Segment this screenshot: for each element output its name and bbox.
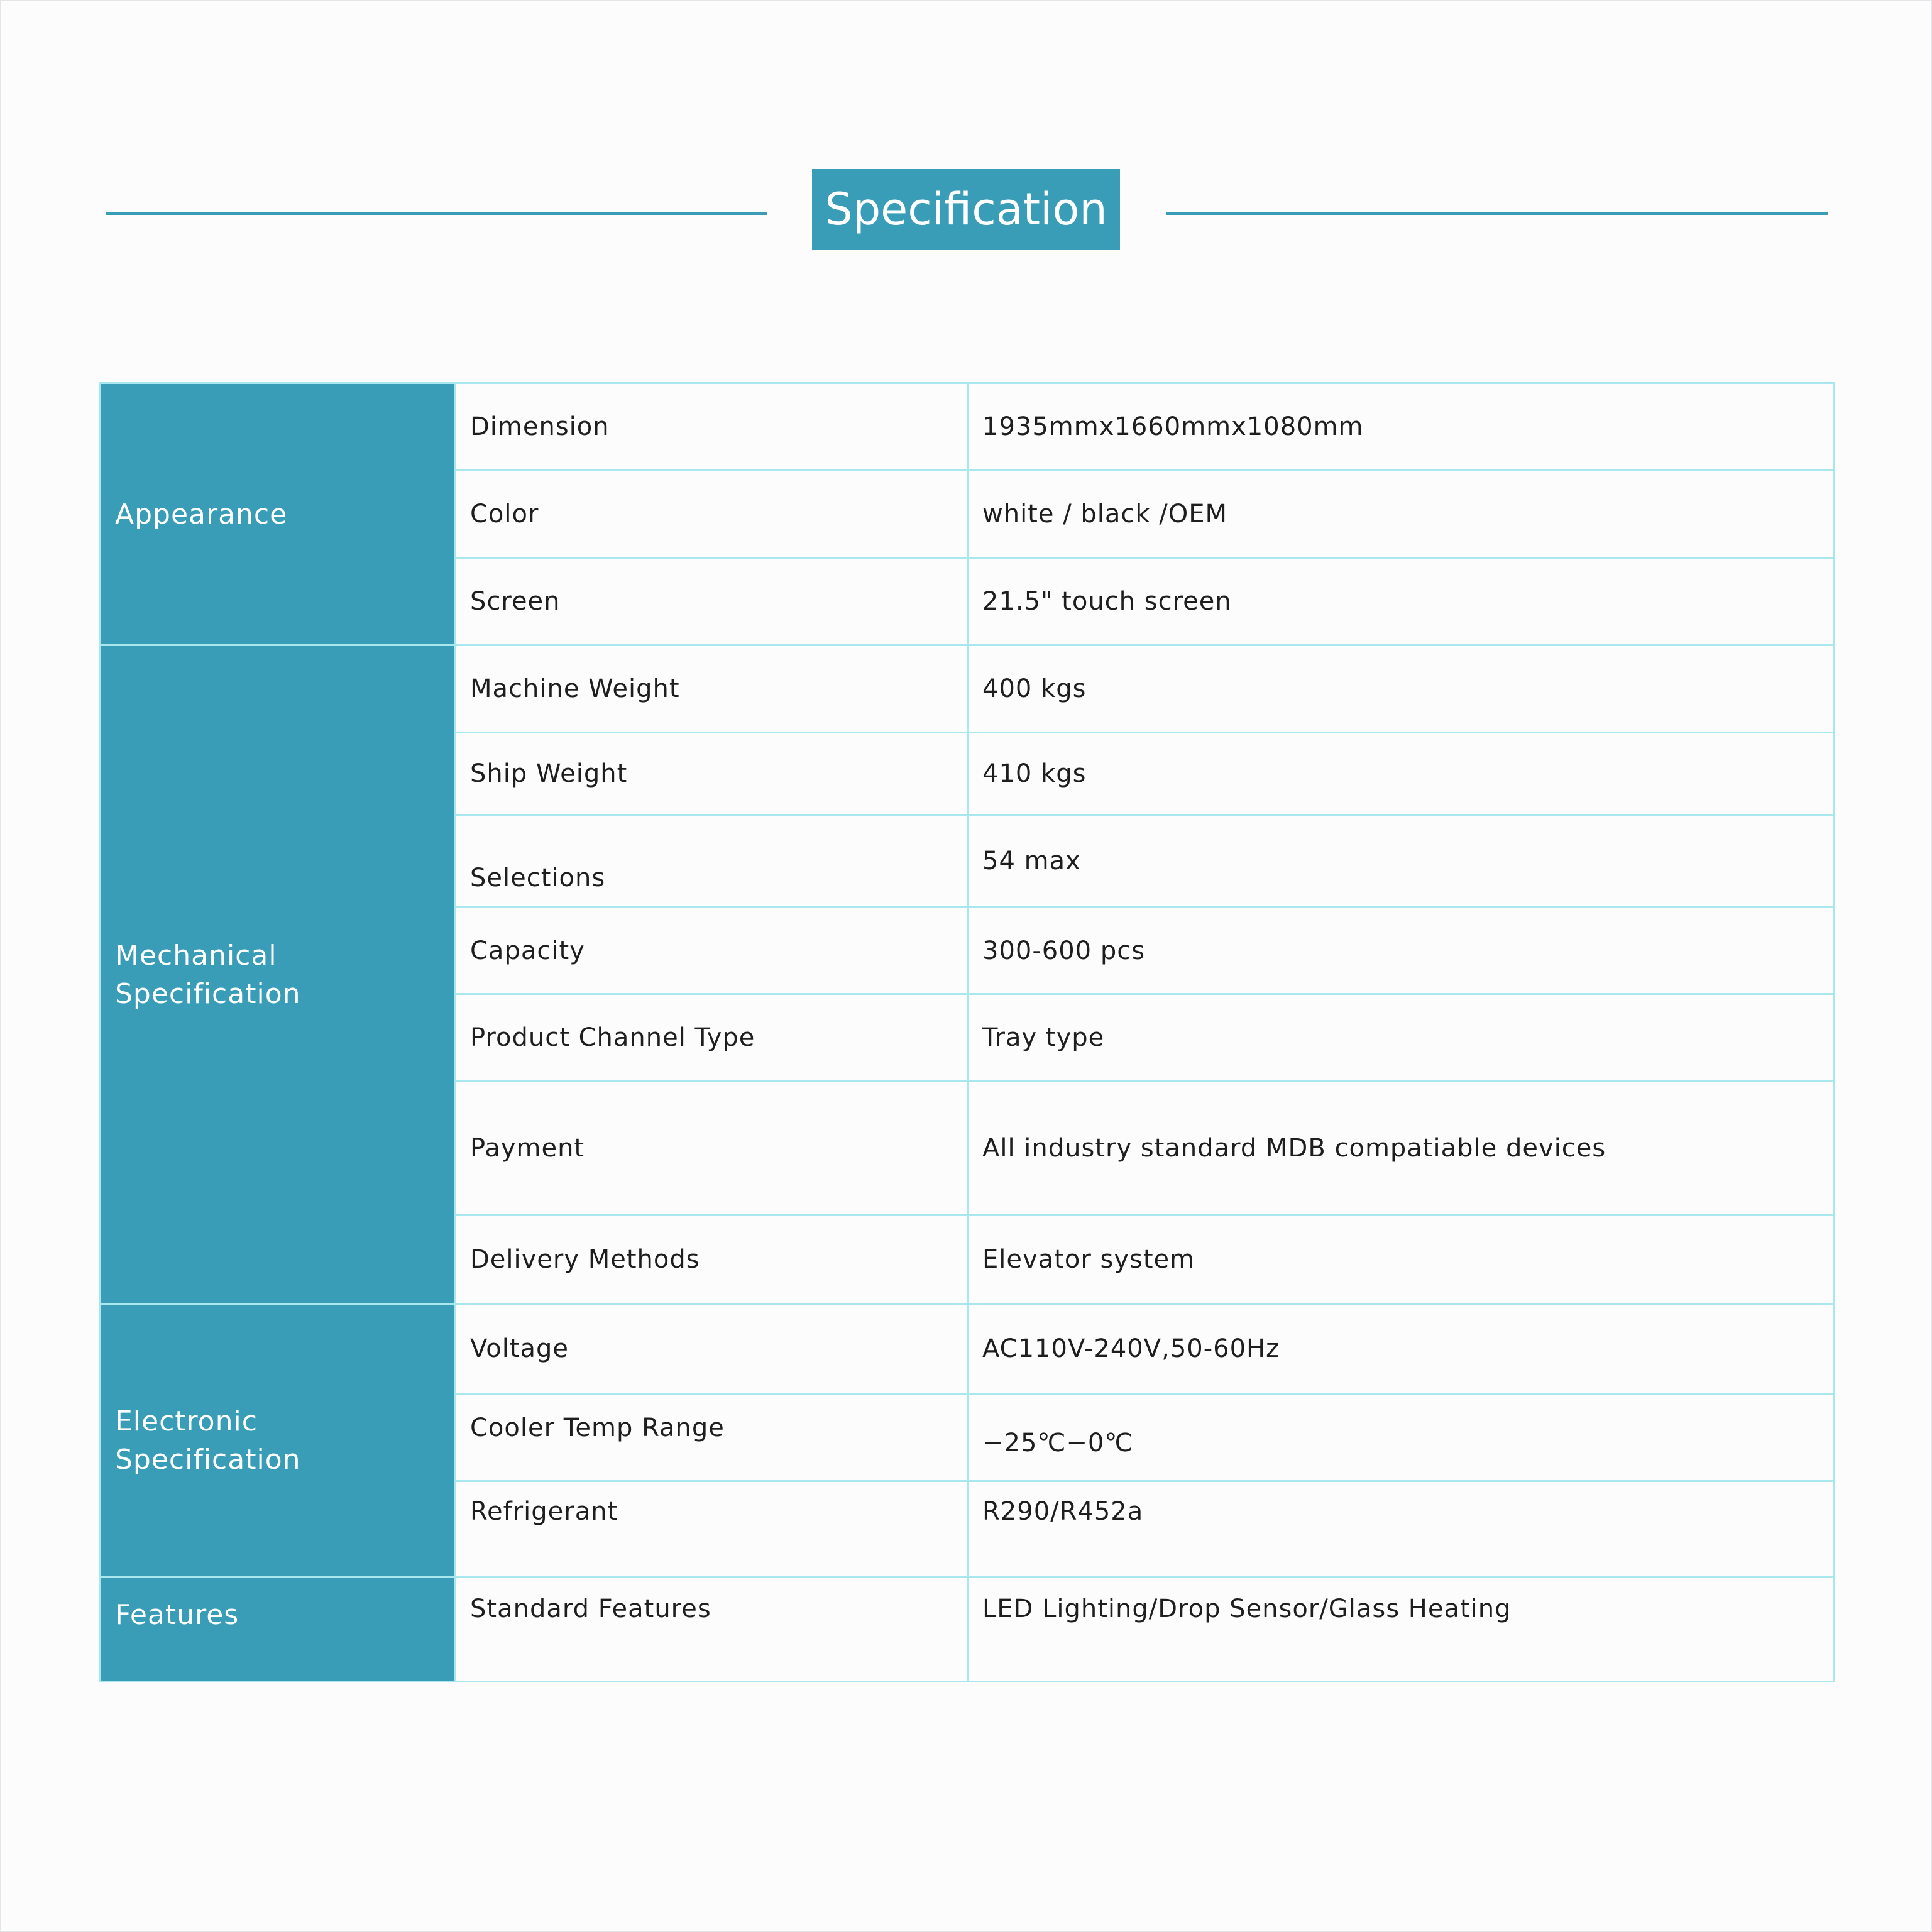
group-label-line2: Specification (115, 1444, 301, 1476)
spec-label: Cooler Temp Range (456, 1394, 968, 1481)
spec-value: Tray type (968, 994, 1834, 1082)
group-cell-mechanical (101, 645, 456, 1304)
group-cell-electronic (101, 1304, 456, 1578)
group-cell-appearance (101, 383, 456, 645)
spec-label: Voltage (456, 1304, 968, 1394)
spec-value: −25℃−0℃ (968, 1394, 1834, 1481)
spec-value: white / black /OEM (968, 471, 1834, 558)
spec-value: 300-600 pcs (968, 908, 1834, 994)
spec-label: Screen (456, 558, 968, 645)
spec-value: R290/R452a (968, 1481, 1834, 1578)
spec-label: Capacity (456, 908, 968, 994)
spec-table (99, 382, 1835, 1682)
page-title: Specification (812, 169, 1120, 250)
spec-label: Color (456, 471, 968, 558)
spec-label: Machine Weight (456, 645, 968, 733)
spec-value: LED Lighting/Drop Sensor/Glass Heating (968, 1578, 1834, 1682)
title-rule-left (106, 212, 767, 215)
group-label-line1: Electronic (115, 1405, 258, 1437)
spec-label: Ship Weight (456, 733, 968, 815)
table-row (101, 1304, 1834, 1394)
spec-value: Elevator system (968, 1215, 1834, 1304)
group-cell-features (101, 1578, 456, 1682)
table-row (101, 1578, 1834, 1682)
spec-value: 54 max (968, 815, 1834, 908)
spec-label: Product Channel Type (456, 994, 968, 1082)
spec-value: All industry standard MDB compatiable devices (968, 1082, 1834, 1215)
title-rule-right (1166, 212, 1828, 215)
table-row (101, 383, 1834, 471)
spec-label: Dimension (456, 383, 968, 471)
group-label-line2: Specification (115, 977, 301, 1010)
group-label: Features (115, 1599, 239, 1631)
spec-label: Selections (456, 815, 968, 908)
table-row (101, 645, 1834, 733)
group-label-line1: Mechanical (115, 939, 277, 972)
spec-value: 410 kgs (968, 733, 1834, 815)
spec-label: Payment (456, 1082, 968, 1215)
spec-value: AC110V-240V,50-60Hz (968, 1304, 1834, 1394)
spec-label: Refrigerant (456, 1481, 968, 1578)
spec-label: Delivery Methods (456, 1215, 968, 1304)
spec-value: 1935mmx1660mmx1080mm (968, 383, 1834, 471)
group-label: Appearance (115, 498, 288, 530)
spec-value: 400 kgs (968, 645, 1834, 733)
spec-label: Standard Features (456, 1578, 968, 1682)
spec-value: 21.5" touch screen (968, 558, 1834, 645)
